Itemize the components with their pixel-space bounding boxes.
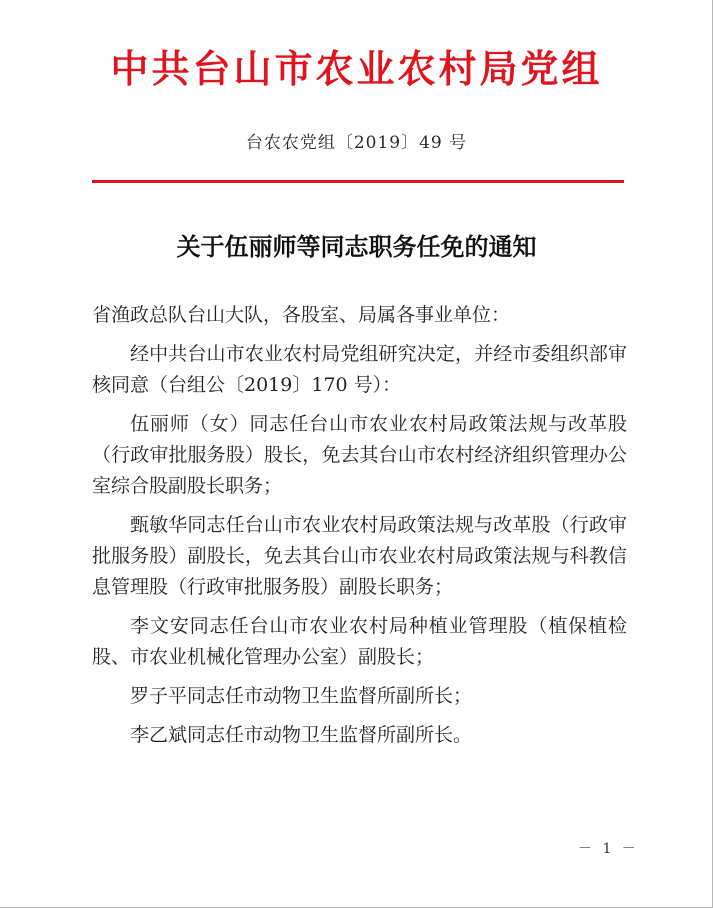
page-number: － 1 － <box>578 841 639 857</box>
body-paragraph: 经中共台山市农业农村局党组研究决定，并经市委组织部审核同意（台组公〔2019〕170 号）： <box>92 343 627 396</box>
document-number: 台农农党组〔2019〕49 号 <box>245 133 468 153</box>
body-paragraph: 李文安同志任台山市农业农村局种植业管理股（植保植检股、市农业机械化管理办公室）副股长； <box>92 615 627 668</box>
body-paragraph: 甄敏华同志任台山市农业农村局政策法规与改革股（行政审批服务股）副股长，免去其台山市农业农村局政策法规与科教信息管理股（行政审批服务股）副股长职务； <box>92 514 627 598</box>
issuer-header: 中共台山市农业农村局党组 <box>110 47 603 91</box>
notice-body <box>92 300 627 759</box>
body-paragraph: 罗子平同志任市动物卫生监督所副所长； <box>130 685 473 707</box>
notice-title: 关于伍丽师等同志职务任免的通知 <box>176 233 537 261</box>
recipient-line: 省渔政总队台山大队，各股室、局属各事业单位： <box>92 304 511 326</box>
red-divider-line <box>92 180 624 183</box>
body-paragraph: 李乙斌同志任市动物卫生监督所副所长。 <box>130 724 473 746</box>
body-paragraph: 伍丽师（女）同志任台山市农业农村局政策法规与改革股（行政审批服务股）股长，免去其台山市农村经济组织管理办公室综合股副股长职务； <box>92 413 627 497</box>
